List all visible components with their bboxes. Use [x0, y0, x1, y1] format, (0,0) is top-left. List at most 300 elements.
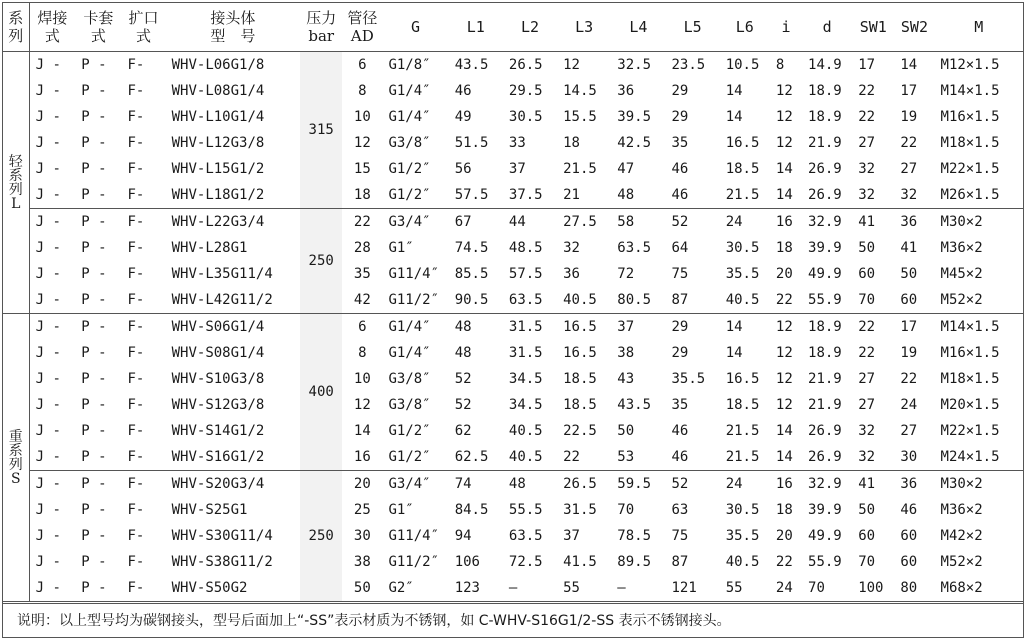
cell-m: M14×1.5: [940, 83, 1000, 99]
cell-sw1: 27: [858, 135, 876, 151]
header-tube: 管径 AD: [342, 3, 382, 52]
cell-flare: F-: [121, 287, 165, 314]
cell-sw1: 32: [852, 444, 894, 471]
cell-l3: 12: [563, 57, 580, 73]
cell-sw2: 36: [900, 476, 918, 492]
cell-l5: 46: [671, 161, 689, 177]
cell-l6: 55: [720, 575, 770, 602]
cell-l2: 55.5: [508, 502, 543, 518]
table-row: [3, 366, 1023, 392]
cell-l1: 123: [449, 575, 503, 602]
cell-weld: J -: [35, 214, 61, 230]
cell-i: 12: [775, 109, 793, 125]
cell-sw2: 50: [900, 266, 918, 282]
cell-l4: 80.5: [611, 287, 665, 314]
cell-d: 21.9: [808, 371, 842, 387]
cell-l5: 35: [671, 397, 689, 413]
cell-i: 12: [775, 135, 793, 151]
cell-sw2: 41: [900, 240, 918, 256]
header-weld: 焊接 式: [29, 3, 75, 52]
cell-flare: F-: [127, 214, 145, 230]
cell-l6: 40.5: [725, 554, 760, 570]
cell-l6: 40.5: [720, 287, 770, 314]
cell-model: WHV-S38G11/2: [171, 554, 273, 570]
cell-sw1: 22: [858, 319, 876, 335]
header-sw1: SW1: [852, 3, 894, 52]
cell-weld: J -: [29, 182, 75, 209]
cell-l4: 43.5: [617, 397, 652, 413]
table-row: [3, 235, 1023, 261]
header-m: M: [935, 3, 1023, 52]
cell-model: WHV-S16G1/2: [166, 444, 301, 471]
cell-sw2: 14: [900, 57, 918, 73]
cell-l4: 47: [617, 161, 635, 177]
cell-l3: 26.5: [563, 476, 597, 492]
cell-flare: F-: [127, 57, 145, 73]
cell-model: WHV-S10G3/8: [171, 371, 265, 387]
cell-ferrule: P -: [81, 135, 107, 151]
cell-i: 18: [775, 502, 793, 518]
cell-ad: 18: [342, 182, 382, 209]
cell-l1: 57.5: [449, 182, 503, 209]
cell-l3: 16.5: [563, 319, 597, 335]
cell-sw1: 41: [858, 476, 876, 492]
cell-l2: 29.5: [508, 83, 543, 99]
cell-l6: 18.5: [725, 161, 760, 177]
cell-d: 49.9: [808, 266, 842, 282]
cell-d: 14.9: [808, 57, 842, 73]
header-model: 接头体 型 号: [166, 3, 301, 52]
cell-l3: 55: [557, 575, 611, 602]
cell-model: WHV-S20G3/4: [171, 476, 265, 492]
cell-pressure: 315: [300, 52, 342, 209]
cell-l4: –: [611, 575, 665, 602]
cell-i: 12: [775, 371, 793, 387]
cell-l3: 21.5: [563, 161, 597, 177]
cell-sw2: 32: [894, 182, 934, 209]
cell-l4: 70: [617, 502, 635, 518]
cell-l3: 41.5: [563, 554, 597, 570]
cell-l4: 32.5: [617, 57, 652, 73]
cell-flare: F-: [127, 161, 145, 177]
cell-l6: 21.5: [720, 182, 770, 209]
cell-weld: J -: [29, 444, 75, 471]
footnote: 说明：以上型号均为碳钢接头，型号后面加上“-SS”表示材质为不锈钢，如 C-WHV-S16G1/2-SS 表示不锈钢接头。: [3, 603, 1023, 637]
cell-ad: 42: [342, 287, 382, 314]
header-l2: L2: [503, 3, 557, 52]
cell-pressure: 250: [300, 209, 342, 314]
cell-model: WHV-L10G1/4: [171, 109, 265, 125]
cell-sw1: 100: [852, 575, 894, 602]
cell-l5: 75: [671, 528, 689, 544]
cell-i: 12: [775, 319, 793, 335]
cell-l2: 44: [508, 214, 526, 230]
table-row: [3, 78, 1023, 104]
cell-weld: J -: [35, 135, 61, 151]
cell-l5: 46: [671, 423, 689, 439]
header-l5: L5: [666, 3, 720, 52]
cell-pressure: 400: [300, 314, 342, 471]
cell-l4: 36: [617, 83, 635, 99]
cell-flare: F-: [127, 554, 145, 570]
cell-flare: F-: [121, 575, 165, 602]
table-row: [3, 209, 1023, 236]
cell-model: WHV-L06G1/8: [171, 57, 265, 73]
cell-weld: J -: [35, 266, 61, 282]
cell-l2: 57.5: [508, 266, 543, 282]
cell-flare: F-: [127, 109, 145, 125]
cell-i: 12: [775, 83, 793, 99]
cell-i: 16: [775, 476, 793, 492]
cell-g: G1/2″: [382, 182, 448, 209]
cell-sw2: 27: [900, 423, 918, 439]
cell-flare: F-: [127, 266, 145, 282]
cell-ferrule: P -: [75, 575, 121, 602]
cell-weld: J -: [35, 109, 61, 125]
cell-l6: 14: [725, 83, 743, 99]
cell-g: G3/8″: [388, 371, 431, 387]
cell-ferrule: P -: [81, 240, 107, 256]
cell-weld: J -: [35, 371, 61, 387]
cell-sw1: 22: [858, 109, 876, 125]
header-d: d: [802, 3, 852, 52]
cell-sw2: 60: [900, 528, 918, 544]
cell-i: 24: [770, 575, 802, 602]
table-row: [3, 444, 1023, 471]
table-body: [3, 52, 1023, 602]
cell-model: WHV-S25G1: [171, 502, 248, 518]
cell-l3: 31.5: [563, 502, 597, 518]
cell-sw1: 50: [858, 240, 876, 256]
cell-l6: 14: [725, 319, 743, 335]
header-l4: L4: [611, 3, 665, 52]
cell-flare: F-: [127, 528, 145, 544]
cell-m: M52×2: [935, 287, 1023, 314]
cell-weld: J -: [35, 423, 61, 439]
cell-l1: 106: [454, 554, 480, 570]
cell-l1: 52: [454, 397, 472, 413]
cell-d: 49.9: [808, 528, 842, 544]
cell-l6: 16.5: [725, 371, 760, 387]
cell-l6: 18.5: [725, 397, 760, 413]
cell-weld: J -: [35, 476, 61, 492]
cell-l4: 59.5: [617, 476, 652, 492]
cell-l3: 18.5: [563, 397, 597, 413]
cell-ad: 50: [342, 575, 382, 602]
header-row: [3, 3, 1023, 52]
header-pressure: 压力 bar: [300, 3, 342, 52]
cell-l3: 22.5: [563, 423, 597, 439]
cell-ad: 20: [353, 476, 371, 492]
header-l1: L1: [449, 3, 503, 52]
cell-l6: 16.5: [725, 135, 760, 151]
cell-l4: 50: [617, 423, 635, 439]
cell-l1: 84.5: [454, 502, 489, 518]
cell-l2: 34.5: [508, 371, 543, 387]
cell-sw1: 32: [852, 182, 894, 209]
cell-ad: 8: [358, 83, 367, 99]
cell-sw2: 22: [900, 371, 918, 387]
cell-ad: 16: [342, 444, 382, 471]
cell-m: M18×1.5: [940, 371, 1000, 387]
cell-i: 12: [775, 397, 793, 413]
cell-l5: 35.5: [671, 371, 706, 387]
cell-pressure: 250: [300, 471, 342, 602]
header-i: i: [770, 3, 802, 52]
cell-l6: 24: [725, 214, 743, 230]
cell-m: M36×2: [940, 502, 983, 518]
cell-sw1: 32: [858, 423, 876, 439]
cell-i: 20: [775, 266, 793, 282]
cell-l5: 29: [671, 83, 689, 99]
table-row: [3, 182, 1023, 209]
cell-l4: 39.5: [617, 109, 652, 125]
cell-flare: F-: [127, 423, 145, 439]
cell-d: 26.9: [802, 182, 852, 209]
cell-model: WHV-L22G3/4: [171, 214, 265, 230]
cell-l5: 35: [671, 135, 689, 151]
cell-sw2: 36: [900, 214, 918, 230]
cell-flare: F-: [121, 182, 165, 209]
header-g: G: [382, 3, 448, 52]
cell-g: G1″: [388, 502, 414, 518]
cell-l4: 53: [611, 444, 665, 471]
cell-model: WHV-L08G1/4: [171, 83, 265, 99]
header-series: 系 列: [3, 3, 29, 52]
cell-l2: 63.5: [508, 528, 543, 544]
cell-d: 70: [802, 575, 852, 602]
cell-ferrule: P -: [81, 83, 107, 99]
cell-l5: 52: [671, 476, 689, 492]
cell-g: G1/4″: [388, 345, 431, 361]
cell-l2: 31.5: [508, 319, 543, 335]
cell-l2: 48.5: [508, 240, 543, 256]
cell-sw1: 70: [858, 554, 876, 570]
cell-ferrule: P -: [81, 502, 107, 518]
cell-l1: 48: [454, 319, 472, 335]
cell-ad: 25: [353, 502, 371, 518]
cell-ad: 22: [353, 214, 371, 230]
cell-flare: F-: [127, 83, 145, 99]
cell-m: M45×2: [940, 266, 983, 282]
cell-g: G1/2″: [388, 161, 431, 177]
cell-l5: 64: [671, 240, 689, 256]
cell-ad: 30: [353, 528, 371, 544]
cell-ad: 28: [353, 240, 371, 256]
cell-ad: 12: [353, 397, 371, 413]
cell-sw2: 27: [900, 161, 918, 177]
cell-flare: F-: [121, 444, 165, 471]
cell-l5: 29: [671, 345, 689, 361]
cell-sw2: 22: [900, 135, 918, 151]
header-l6: L6: [720, 3, 770, 52]
cell-d: 26.9: [808, 423, 842, 439]
cell-model: WHV-S30G11/4: [171, 528, 273, 544]
cell-i: 16: [775, 214, 793, 230]
cell-l2: 37.5: [503, 182, 557, 209]
cell-sw1: 32: [858, 161, 876, 177]
cell-l4: 78.5: [617, 528, 652, 544]
cell-l2: 48: [508, 476, 526, 492]
cell-ferrule: P -: [81, 476, 107, 492]
cell-weld: J -: [35, 345, 61, 361]
cell-l2: 40.5: [508, 423, 543, 439]
cell-m: M26×1.5: [935, 182, 1023, 209]
cell-model: WHV-L35G11/4: [171, 266, 273, 282]
cell-l5: 46: [666, 182, 720, 209]
fitting-spec-table: [3, 3, 1023, 602]
cell-sw1: 41: [858, 214, 876, 230]
series-label-light: 轻 系 列 L: [3, 52, 29, 314]
cell-d: 18.9: [808, 109, 842, 125]
cell-m: M12×1.5: [940, 57, 1000, 73]
cell-l6: 35.5: [725, 528, 760, 544]
cell-l1: 46: [454, 83, 472, 99]
cell-l3: 15.5: [563, 109, 597, 125]
spec-sheet: [2, 2, 1024, 638]
cell-l3: 37: [563, 528, 580, 544]
cell-l1: 52: [454, 371, 472, 387]
cell-l3: 40.5: [557, 287, 611, 314]
cell-g: G11/2″: [382, 287, 448, 314]
cell-g: G11/2″: [388, 554, 440, 570]
cell-g: G3/4″: [388, 476, 431, 492]
cell-d: 55.9: [808, 554, 842, 570]
cell-ad: 12: [353, 135, 371, 151]
cell-m: M68×2: [935, 575, 1023, 602]
cell-d: 21.9: [808, 135, 842, 151]
cell-weld: J -: [35, 502, 61, 518]
cell-flare: F-: [127, 345, 145, 361]
cell-m: M30×2: [940, 214, 983, 230]
cell-sw2: 19: [900, 109, 918, 125]
cell-i: 22: [770, 287, 802, 314]
cell-ferrule: P -: [81, 423, 107, 439]
cell-m: M18×1.5: [940, 135, 1000, 151]
table-row: [3, 156, 1023, 182]
cell-l2: 72.5: [508, 554, 543, 570]
cell-m: M22×1.5: [940, 161, 1000, 177]
cell-l5: 87: [671, 554, 689, 570]
cell-l5: 121: [666, 575, 720, 602]
cell-i: 14: [770, 182, 802, 209]
cell-model: WHV-L28G1: [171, 240, 248, 256]
cell-ferrule: P -: [75, 287, 121, 314]
cell-l3: 36: [563, 266, 580, 282]
cell-ad: 8: [358, 345, 367, 361]
cell-l4: 38: [617, 345, 635, 361]
cell-m: M20×1.5: [940, 397, 1000, 413]
cell-l1: 94: [454, 528, 472, 544]
cell-l6: 10.5: [725, 57, 760, 73]
cell-l4: 63.5: [617, 240, 652, 256]
cell-flare: F-: [127, 371, 145, 387]
cell-l5: 75: [671, 266, 689, 282]
cell-sw1: 50: [858, 502, 876, 518]
cell-l6: 14: [725, 345, 743, 361]
cell-ferrule: P -: [81, 109, 107, 125]
cell-l6: 14: [725, 109, 743, 125]
cell-ad: 14: [353, 423, 371, 439]
cell-model: WHV-L12G3/8: [171, 135, 265, 151]
cell-g: G1/2″: [388, 423, 431, 439]
cell-g: G1″: [388, 240, 414, 256]
cell-l6: 30.5: [725, 240, 760, 256]
cell-l2: 30.5: [508, 109, 543, 125]
header-flare: 扩口 式: [121, 3, 165, 52]
cell-m: M52×2: [940, 554, 983, 570]
cell-d: 18.9: [808, 83, 842, 99]
cell-l3: 16.5: [563, 345, 597, 361]
cell-l4: 42.5: [617, 135, 652, 151]
cell-l2: 31.5: [508, 345, 543, 361]
cell-l1: 74.5: [454, 240, 489, 256]
cell-g: G1/2″: [382, 444, 448, 471]
cell-ferrule: P -: [81, 554, 107, 570]
cell-model: WHV-S50G2: [166, 575, 301, 602]
cell-l5: 52: [671, 214, 689, 230]
cell-weld: J -: [35, 528, 61, 544]
cell-l4: 37: [617, 319, 635, 335]
cell-weld: J -: [35, 240, 61, 256]
cell-sw1: 17: [858, 57, 876, 73]
cell-weld: J -: [29, 575, 75, 602]
cell-model: WHV-S14G1/2: [171, 423, 265, 439]
cell-l4: 58: [617, 214, 635, 230]
series-label-heavy: 重 系 列 S: [3, 314, 29, 602]
cell-d: 39.9: [808, 502, 842, 518]
cell-l5: 63: [671, 502, 689, 518]
cell-ferrule: P -: [81, 161, 107, 177]
cell-i: 20: [775, 528, 793, 544]
table-row: [3, 52, 1023, 79]
cell-g: G1/4″: [388, 109, 431, 125]
cell-weld: J -: [35, 161, 61, 177]
cell-l2: 63.5: [503, 287, 557, 314]
cell-m: M16×1.5: [940, 345, 1000, 361]
cell-i: 14: [775, 423, 793, 439]
cell-d: 55.9: [802, 287, 852, 314]
table-row: [3, 471, 1023, 498]
header-ferrule: 卡套 式: [75, 3, 121, 52]
cell-l5: 87: [666, 287, 720, 314]
cell-m: M36×2: [940, 240, 983, 256]
header-sw2: SW2: [894, 3, 934, 52]
cell-flare: F-: [127, 319, 145, 335]
cell-model: WHV-S12G3/8: [171, 397, 265, 413]
cell-flare: F-: [127, 502, 145, 518]
cell-sw2: 80: [894, 575, 934, 602]
cell-m: M30×2: [940, 476, 983, 492]
cell-ferrule: P -: [81, 266, 107, 282]
cell-weld: J -: [29, 287, 75, 314]
cell-l1: 85.5: [454, 266, 489, 282]
cell-l4: 89.5: [617, 554, 652, 570]
cell-l6: 24: [725, 476, 743, 492]
cell-model: WHV-S08G1/4: [171, 345, 265, 361]
cell-sw2: 17: [900, 83, 918, 99]
cell-ferrule: P -: [81, 345, 107, 361]
cell-ad: 6: [358, 57, 367, 73]
cell-ad: 38: [353, 554, 371, 570]
cell-d: 26.9: [802, 444, 852, 471]
cell-l5: 46: [666, 444, 720, 471]
cell-g: G11/4″: [388, 528, 440, 544]
cell-flare: F-: [127, 476, 145, 492]
cell-l6: 21.5: [725, 423, 760, 439]
header-l3: L3: [557, 3, 611, 52]
cell-i: 8: [775, 57, 785, 73]
